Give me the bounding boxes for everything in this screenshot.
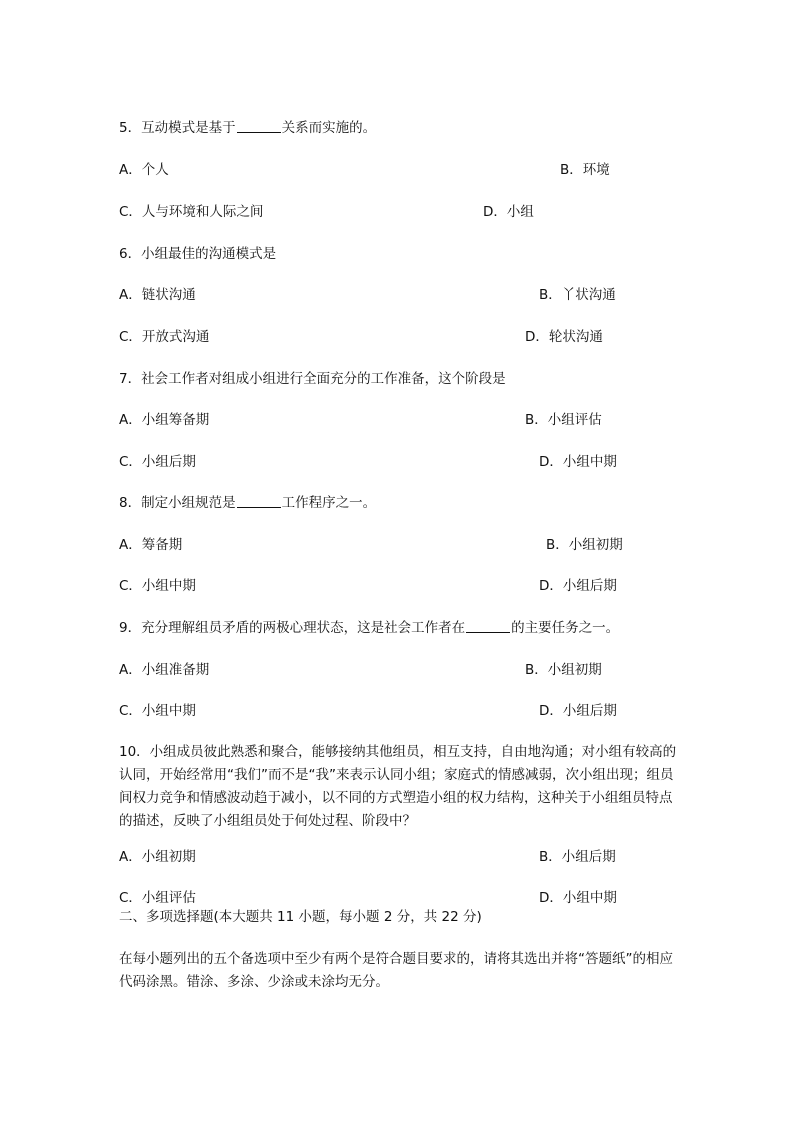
question-10-option-b: B．小组后期: [539, 849, 616, 865]
question-9-stem-part2: 的主要任务之一。: [511, 620, 620, 636]
question-6-option-d: D．轮状沟通: [525, 329, 603, 345]
question-8-stem-part1: 8．制定小组规范是: [119, 495, 236, 511]
question-6-stem: 6．小组最佳的沟通模式是: [119, 246, 277, 262]
question-7-option-a: A．小组筹备期: [119, 412, 210, 428]
question-5-option-d: D．小组: [483, 204, 534, 220]
question-5-option-c: C．人与环境和人际之间: [119, 204, 264, 220]
question-8-option-a: A．筹备期: [119, 537, 183, 553]
question-10-option-d: D．小组中期: [539, 890, 617, 906]
answer-blank: [466, 618, 510, 633]
question-5-option-b: B．环境: [560, 162, 610, 178]
question-5-stem-part2: 关系而实施的。: [281, 120, 377, 136]
question-10-stem: 10．小组成员彼此熟悉和聚合，能够接纳其他组员，相互支持，自由地沟通；对小组有较高的认同，开始经常用“我们”而不是“我”来表示认同小组；家庭式的情感减弱，次小组出现；组员间权力竞争和情感波动趋于减小，以不同的方式塑造小组的权力结构，这种关于小组组员特点的描述，反映了小组组员处于何处过程、阶段中？: [119, 744, 677, 829]
answer-blank: [237, 493, 281, 508]
question-9-option-c: C．小组中期: [119, 703, 196, 719]
question-5-option-a: A．个人: [119, 162, 169, 178]
question-9-option-b: B．小组初期: [525, 662, 602, 678]
question-6-option-a: A．链状沟通: [119, 287, 196, 303]
question-9-option-d: D．小组后期: [539, 703, 617, 719]
question-6-option-c: C．开放式沟通: [119, 329, 210, 345]
question-7-option-c: C．小组后期: [119, 454, 196, 470]
question-8-stem: [119, 493, 376, 513]
question-9-option-a: A．小组准备期: [119, 662, 210, 678]
question-10-option-c: C．小组评估: [119, 890, 196, 906]
question-8-stem-part2: 工作程序之一。: [281, 495, 377, 511]
question-5-stem-part1: 5．互动模式是基于: [119, 120, 236, 136]
question-8-option-c: C．小组中期: [119, 578, 196, 594]
question-10-option-a: A．小组初期: [119, 849, 196, 865]
section-2-instruction: 在每小题列出的五个备选项中至少有两个是符合题目要求的，请将其选出并将“答题纸”的相应代码涂黑。错涂、多涂、少涂或未涂均无分。: [119, 951, 673, 990]
question-7-stem: 7．社会工作者对组成小组进行全面充分的工作准备，这个阶段是: [119, 371, 506, 387]
question-7-option-b: B．小组评估: [525, 412, 602, 428]
question-5-stem: [119, 118, 376, 138]
question-6-option-b: B．丫状沟通: [539, 287, 616, 303]
question-7-option-d: D．小组中期: [539, 454, 617, 470]
question-8-option-d: D．小组后期: [539, 578, 617, 594]
question-8-option-b: B．小组初期: [546, 537, 623, 553]
question-9-stem-part1: 9．充分理解组员矛盾的两极心理状态，这是社会工作者在: [119, 620, 466, 636]
question-9-stem: [119, 618, 619, 638]
answer-blank: [237, 118, 281, 133]
section-2-heading: 二、多项选择题(本大题共 11 小题，每小题 2 分，共 22 分): [119, 909, 482, 925]
